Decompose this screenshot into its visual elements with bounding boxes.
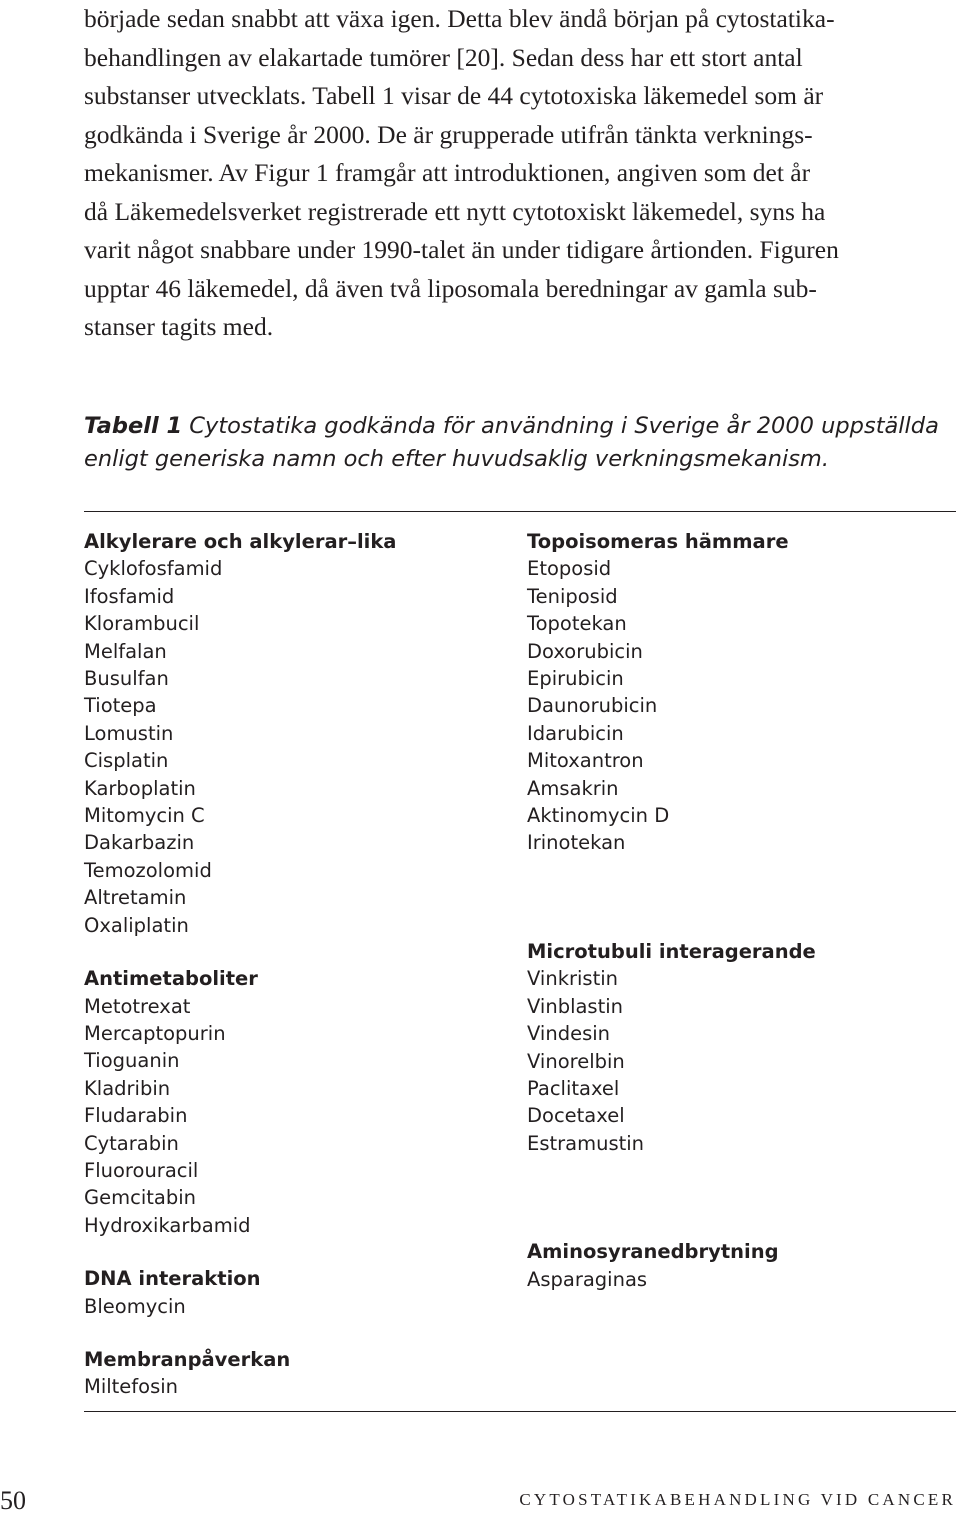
body-line: började sedan snabbt att växa igen. Detta blev ändå början på cytostatika- (84, 4, 835, 33)
drug-item: Aktinomycin D (527, 804, 670, 828)
table-left-column (84, 528, 396, 1427)
drug-item: Cisplatin (84, 749, 169, 773)
body-paragraph (84, 0, 960, 347)
drug-item: Mitoxantron (527, 749, 644, 773)
drug-item: Klorambucil (84, 612, 200, 636)
caption-line-2: enligt generiska namn och efter huvudsaklig verkningsmekanism. (84, 446, 829, 472)
drug-item: Lomustin (84, 721, 174, 745)
drug-item: Fludarabin (84, 1104, 188, 1128)
drug-item: Kladribin (84, 1076, 171, 1100)
drug-group (527, 528, 816, 857)
drug-item: Miltefosin (84, 1375, 179, 1399)
group-title: Alkylerare och alkylerar–lika (84, 530, 397, 553)
table-caption (84, 410, 960, 476)
drug-item: Epirubicin (527, 667, 624, 691)
page-number: 50 (0, 1486, 26, 1515)
drug-item: Mercaptopurin (84, 1021, 226, 1045)
drug-item: Oxaliplatin (84, 913, 189, 937)
drug-item: Irinotekan (527, 831, 626, 855)
drug-item: Fluorouracil (84, 1158, 199, 1182)
group-title: Topoisomeras hämmare (527, 530, 789, 553)
drug-item: Cytarabin (84, 1131, 179, 1155)
group-title: Antimetaboliter (84, 967, 258, 991)
group-title: DNA interaktion (84, 1267, 261, 1291)
group-title: Membranpåverkan (84, 1347, 291, 1371)
drug-item: Tiotepa (84, 694, 157, 718)
drug-item: Doxorubicin (527, 639, 643, 663)
drug-item: Vinblastin (527, 994, 624, 1018)
group-title: Aminosyranedbrytning (527, 1240, 779, 1264)
drug-group (84, 965, 396, 1239)
drug-item: Melfalan (84, 639, 167, 663)
body-line: mekanismer. Av Figur 1 framgår att introduktionen, angiven som det år (84, 158, 811, 187)
body-line: godkända i Sverige år 2000. De är grupperade utifrån tänkta verknings- (84, 119, 813, 149)
body-line: stanser tagits med. (84, 312, 274, 341)
running-head: CYTOSTATIKABEHANDLING VID CANCER (519, 1490, 956, 1509)
drug-group (84, 528, 396, 939)
drug-item: Cyklofosfamid (84, 557, 223, 581)
group-title: Microtubuli interagerande (527, 939, 816, 963)
caption-text-1: Cytostatika godkända för användning i Sverige år 2000 uppställda (182, 413, 939, 439)
drug-item: Dakarbazin (84, 831, 195, 855)
drug-item: Etoposid (527, 557, 612, 581)
table-top-rule (84, 511, 956, 512)
body-line: varit något snabbare under 1990-talet än under tidigare årtionden. Figuren (84, 235, 839, 264)
body-line: substanser utvecklats. Tabell 1 visar de 44 cytotoxiska läkemedel som är (84, 81, 824, 110)
drug-item: Mitomycin C (84, 804, 205, 828)
table-right-column (527, 528, 816, 1319)
drug-item: Busulfan (84, 667, 169, 691)
drug-item: Altretamin (84, 886, 187, 910)
drug-group (84, 1346, 396, 1401)
body-line: upptar 46 läkemedel, då även två liposomala beredningar av gamla sub- (84, 273, 817, 303)
drug-group (84, 1265, 396, 1320)
drug-item: Daunorubicin (527, 694, 658, 718)
drug-item: Vinorelbin (527, 1049, 625, 1073)
drug-item: Estramustin (527, 1131, 645, 1155)
drug-item: Karboplatin (84, 776, 196, 800)
drug-item: Bleomycin (84, 1294, 186, 1318)
drug-group (527, 938, 816, 1157)
drug-item: Ifosfamid (84, 584, 175, 608)
drug-item: Amsakrin (527, 776, 619, 800)
drug-item: Gemcitabin (84, 1186, 196, 1210)
table-bottom-rule (84, 1411, 956, 1412)
drug-item: Teniposid (527, 584, 618, 608)
drug-item: Vinkristin (527, 967, 618, 991)
body-line: då Läkemedelsverket registrerade ett nytt cytotoxiskt läkemedel, syns ha (84, 196, 826, 226)
drug-item: Temozolomid (84, 858, 212, 882)
caption-label: Tabell 1 (84, 413, 183, 439)
drug-item: Tioguanin (84, 1049, 180, 1073)
drug-item: Asparaginas (527, 1267, 648, 1291)
drug-item: Hydroxikarbamid (84, 1213, 251, 1237)
drug-item: Topotekan (527, 612, 627, 636)
drug-group (527, 1238, 816, 1293)
drug-item: Idarubicin (527, 721, 624, 745)
drug-item: Docetaxel (527, 1104, 625, 1128)
drug-item: Paclitaxel (527, 1076, 620, 1100)
body-line: behandlingen av elakartade tumörer [20]. Sedan dess har ett stort antal (84, 42, 803, 72)
drug-item: Vindesin (527, 1022, 610, 1046)
drug-item: Metotrexat (84, 994, 191, 1018)
caption-line-1 (84, 410, 960, 443)
